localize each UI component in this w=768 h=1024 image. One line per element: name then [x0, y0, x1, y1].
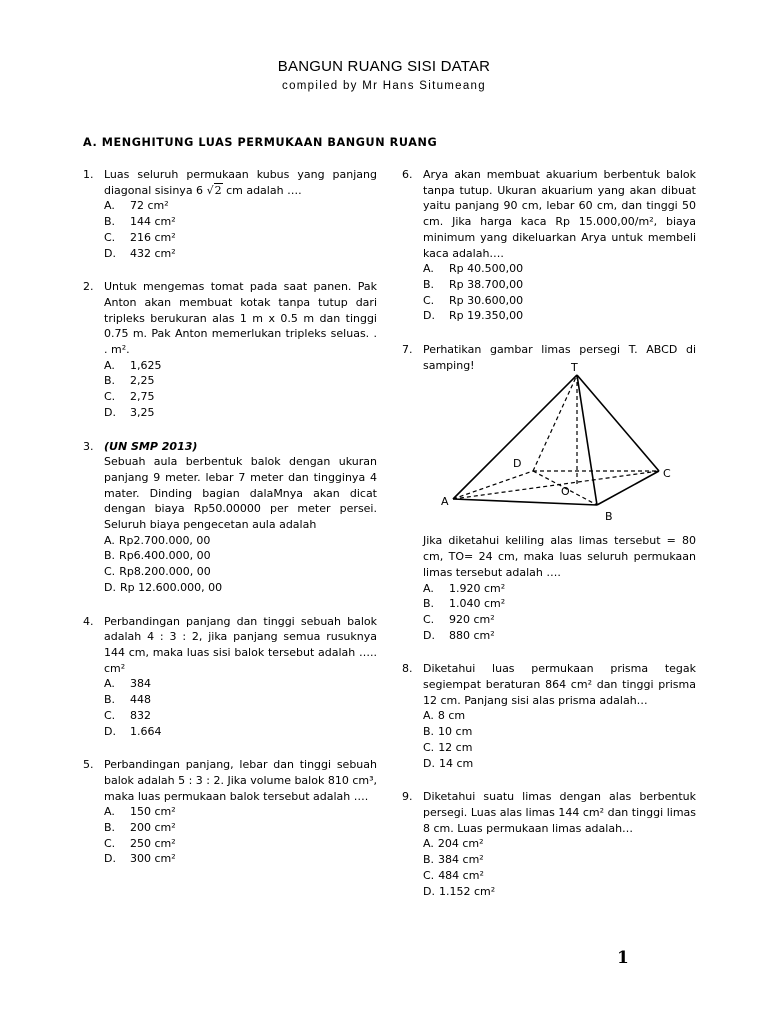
question-9 [402, 789, 696, 899]
option: C. 12 cm [423, 740, 473, 754]
question-stem: Diketahui luas permukaan prisma tegak segiempat beraturan 864 cm² dan tinggi prisma 12 cm. Panjang sisi alas prisma adalah… [423, 662, 696, 707]
label-d: D [513, 457, 522, 471]
option: B. 1.040 cm² [423, 597, 506, 611]
option: A. 72 cm² [104, 199, 169, 213]
option: A. Rp 40.500,00 [423, 262, 524, 276]
label-c: C [663, 467, 671, 481]
option: D. 1.664 [104, 724, 162, 738]
question-number: 3. [83, 439, 94, 453]
option: D. 432 cm² [104, 246, 176, 260]
option: A. 1,625 [104, 358, 162, 372]
options-list [423, 836, 696, 899]
options-list [423, 581, 696, 644]
option: C. 216 cm² [104, 230, 176, 244]
question-stem-continued: Jika diketahui keliling alas limas tersebut = 80 cm, TO= 24 cm, maka luas seluruh permukaan limas tersebut adalah …. [423, 534, 696, 579]
option: D. 1.152 cm² [423, 884, 496, 898]
option: A. 384 [104, 677, 151, 691]
option: B. 200 cm² [104, 821, 176, 835]
option: C. 2,75 [104, 390, 155, 404]
option: A. 1.920 cm² [423, 581, 506, 595]
question-stem: Sebuah aula berbentuk balok dengan ukuran panjang 9 meter. lebar 7 meter dan tingginya 4 mater. Dinding bagian dalaMnya akan dicat dengan biaya Rp50.00000 per meter persei. Seluruh biaya pengecetan aula adalah [104, 455, 377, 532]
pyramid-diagram [441, 361, 693, 525]
options-list [104, 533, 377, 596]
options-list [104, 676, 377, 739]
option: A. 150 cm² [104, 805, 176, 819]
option: B. 10 cm [423, 725, 473, 739]
question-number: 2. [83, 280, 94, 294]
sqrt-symbol: √2 [206, 183, 222, 197]
question-1 [83, 167, 377, 261]
page-number: 1 [617, 948, 629, 968]
option: C. 250 cm² [104, 836, 176, 850]
option: D. 300 cm² [104, 852, 176, 866]
question-stem: Perbandingan panjang dan tinggi sebuah balok adalah 4 : 3 : 2, jika panjang semua rusuknya 144 cm, maka luas sisi balok tersebut adalah ….. cm² [104, 614, 377, 675]
option: B. Rp 38.700,00 [423, 277, 524, 291]
question-number: 7. [402, 343, 413, 357]
question-stem: Perhatikan gambar limas persegi T. ABCD di samping! [423, 343, 696, 372]
question-number: 1. [83, 168, 94, 181]
question-stem: Arya akan membuat akuarium berbentuk balok tanpa tutup. Ukuran akuarium yang akan dibuat yaitu panjang 90 cm, lebar 60 cm, dan tinggi 50 cm. Jika harga kaca Rp 15.000,00/m², biaya minimum yang dikeluarkan Arya untuk membeli kaca adalah…. [423, 168, 696, 260]
option: B. 384 cm² [423, 853, 484, 867]
question-4 [83, 614, 377, 740]
option: C. 832 [104, 708, 151, 722]
option: B. Rp6.400.000, 00 [104, 549, 211, 563]
option: A. Rp2.700.000, 00 [104, 533, 211, 547]
label-o: O [561, 485, 570, 499]
option: C. Rp 30.600,00 [423, 293, 524, 307]
option: C. 484 cm² [423, 868, 484, 882]
question-number: 8. [402, 662, 413, 676]
question-8 [402, 661, 696, 771]
question-2 [83, 279, 377, 420]
options-list [104, 198, 377, 261]
question-7 [402, 342, 696, 643]
question-tag: (UN SMP 2013) [104, 439, 198, 453]
question-6 [402, 167, 696, 324]
right-column [402, 167, 696, 917]
option: B. 2,25 [104, 374, 155, 388]
option: B. 144 cm² [104, 215, 176, 229]
question-number: 6. [402, 168, 413, 181]
option: A. 204 cm² [423, 837, 484, 851]
question-stem: Diketahui suatu limas dengan alas berbentuk persegi. Luas alas limas 144 cm² dan tinggi limas 8 cm. Luas permukaan limas adalah… [423, 790, 696, 835]
label-t: T [571, 361, 578, 375]
options-list [423, 708, 696, 771]
option: C. Rp8.200.000, 00 [104, 565, 211, 579]
question-number: 4. [83, 614, 94, 628]
question-stem: Luas seluruh permukaan kubus yang panjang diagonal sisinya 6 √2 cm adalah …. [104, 168, 377, 197]
option: A. 8 cm [423, 709, 466, 723]
page-subtitle: compiled by Mr Hans Situmeang [282, 80, 486, 92]
pyramid-figure [423, 361, 696, 527]
option: D. Rp 19.350,00 [423, 309, 524, 323]
question-5 [83, 757, 377, 867]
option: C. 920 cm² [423, 612, 495, 626]
question-3 [83, 439, 377, 596]
section-heading: A. MENGHITUNG LUAS PERMUKAAN BANGUN RUANG [83, 136, 438, 149]
options-list [423, 261, 696, 324]
question-stem: Untuk mengemas tomat pada saat panen. Pak Anton akan membuat kotak tanpa tutup dari tripleks berukuran alas 1 m x 0.5 m dan tinggi 0.75 m. Pak Anton memerlukan tripleks seluas. . . m². [104, 280, 377, 357]
option: B. 448 [104, 693, 151, 707]
question-number: 9. [402, 790, 413, 804]
label-b: B [605, 510, 613, 524]
option: D. Rp 12.600.000, 00 [104, 580, 223, 594]
question-number: 5. [83, 758, 94, 772]
page-title: BANGUN RUANG SISI DATAR [277, 58, 491, 75]
question-stem: Perbandingan panjang, lebar dan tinggi sebuah balok adalah 5 : 3 : 2. Jika volume balok 810 cm³, maka luas permukaan balok tersebut adalah …. [104, 758, 377, 803]
option: D. 3,25 [104, 405, 155, 419]
option: D. 880 cm² [423, 628, 495, 642]
options-list [104, 804, 377, 867]
left-column [83, 167, 377, 885]
label-a: A [441, 495, 449, 509]
options-list [104, 358, 377, 421]
option: D. 14 cm [423, 756, 474, 770]
